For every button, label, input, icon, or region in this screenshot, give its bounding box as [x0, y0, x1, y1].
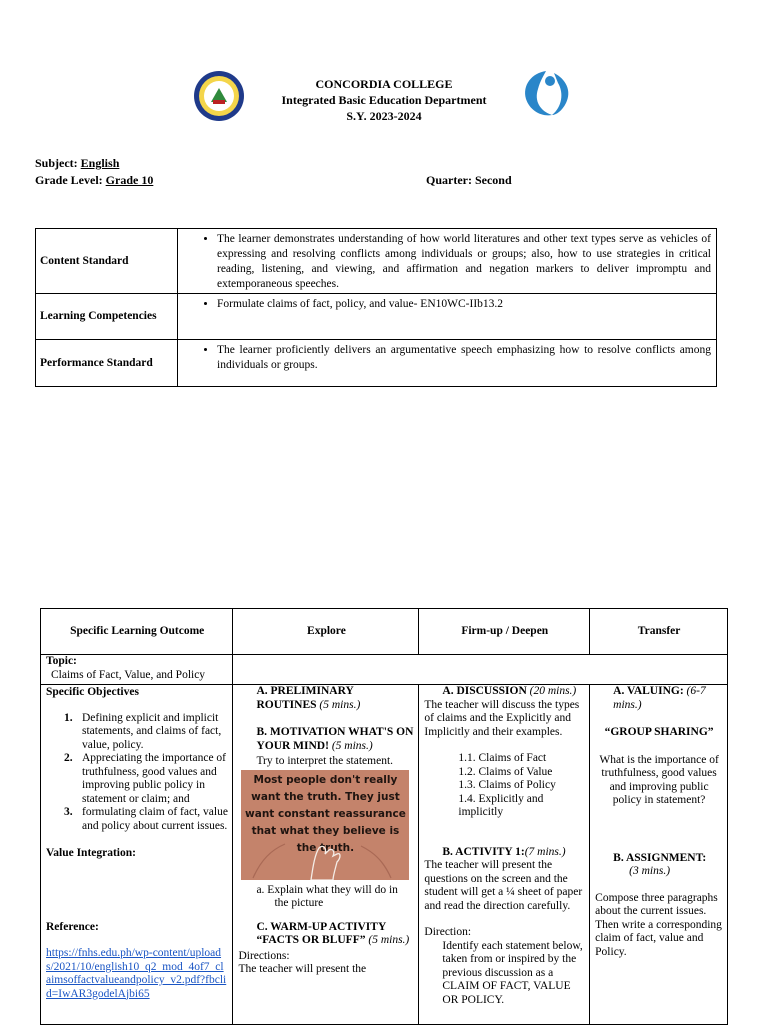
direction-text: Identify each statement below, taken from or inspired by the previous discussion as a CLAIM OF FACT, VALUE OR POLICY.: [442, 939, 583, 1006]
school-year: S.Y. 2023-2024: [346, 109, 422, 123]
subject-value: English: [80, 156, 120, 170]
topic-empty-cell: [233, 655, 728, 685]
discussion-item: 1.4. Explicitly and implicitly: [458, 792, 544, 818]
discussion-item: 1.2. Claims of Value: [458, 765, 553, 778]
column-header: Transfer: [590, 609, 728, 655]
content-row: [41, 685, 728, 1025]
topic-row: [41, 655, 728, 685]
quote-text: Most people don't really want the truth. They just want constant reassurance that what they believe is the truth.: [245, 773, 406, 854]
warm-up-activity: C. WARM-UP ACTIVITY “FACTS OR BLUFF” (5 mins.): [256, 920, 410, 946]
lesson-header-row: [41, 609, 728, 655]
quarter-line: Quarter: Second: [426, 173, 512, 187]
subject-line: [35, 156, 119, 171]
explore-cell: [233, 685, 419, 1025]
standards-row: [36, 294, 717, 340]
standards-table: [35, 228, 717, 387]
motivation: B. MOTIVATION WHAT'S ON YOUR MIND! (5 mins.): [256, 726, 414, 752]
activity-1: B. ACTIVITY 1:(7 mins.): [442, 845, 566, 858]
directions-text: The teacher will present the: [238, 963, 367, 975]
transfer-cell: [590, 685, 728, 1025]
objective-item: 2. Appreciating the importance of truthfulness, good values and improving public policy in statement or claim; and: [64, 752, 227, 805]
quote-picture: [241, 770, 409, 880]
explore-sub-a: a. Explain what they will do in the picture: [256, 883, 398, 909]
topic-text: Claims of Fact, Value, and Policy: [51, 668, 206, 681]
standard-text: • Formulate claims of fact, policy, and value- EN10WC-IIb13.2: [217, 297, 711, 312]
standards-row: [36, 229, 717, 294]
department-name: Integrated Basic Education Department: [281, 93, 487, 107]
assignment: B. ASSIGNMENT: (3 mins.): [613, 851, 707, 877]
objective-item: 1. Defining explicit and implicit statements, and claims of fact, value, policy.: [64, 711, 222, 751]
standard-label: Content Standard: [36, 229, 178, 294]
reference-label: Reference:: [46, 920, 99, 933]
lesson-plan-table: [40, 608, 728, 1025]
valuing: A. VALUING: (6-7 mins.): [613, 685, 706, 711]
subject-label: Subject:: [35, 156, 78, 170]
preliminary-routines: A. PRELIMINARY ROUTINES (5 mins.): [256, 685, 361, 711]
objectives-label: Specific Objectives: [46, 686, 139, 698]
standard-text: • The learner proficiently delivers an argumentative speech emphasizing how to resolve conflicts among individuals or groups.: [217, 343, 711, 373]
activity-text: The teacher will present the questions on the screen and the student will get a ¼ sheet of paper and read the direction carefully.: [424, 859, 583, 912]
standard-label: Performance Standard: [36, 340, 178, 387]
discussion-items: [458, 752, 585, 820]
document-header: [0, 76, 768, 124]
topic-label: Topic:: [46, 655, 77, 667]
standard-text-cell: [178, 229, 717, 294]
group-sharing-title: “GROUP SHARING”: [604, 726, 714, 738]
reference-link[interactable]: https://fnhs.edu.ph/wp-content/uploads/2021/10/english10_q2_mod_4of7_claimsoffactvalueandpolicy_v2.pdf?fbclid=IwAR3godelAjbi65: [46, 947, 227, 1000]
assignment-text: Compose three paragraphs about the current issues. Then write a corresponding claim of fact, value and Policy.: [595, 891, 722, 958]
column-header: Firm-up / Deepen: [419, 609, 590, 655]
outcome-cell: [41, 685, 233, 1025]
grade-value: Grade 10: [105, 173, 154, 187]
discussion-item: 1.1. Claims of Fact: [458, 752, 547, 764]
grade-line: [35, 173, 153, 188]
standard-text: • The learner demonstrates understanding of how world literatures and other text types serve as vehicles of expressing and resolving conflicts among individuals or groups; also, how to use strategies in critical reading, listening, and viewing, and affirmation and negation markers to deliver impromptu and extemporaneous speeches.: [217, 232, 711, 292]
standard-text-cell: [178, 340, 717, 387]
column-header: Specific Learning Outcome: [41, 609, 233, 655]
direction-label: Direction:: [424, 926, 472, 938]
topic-cell: [41, 655, 233, 685]
discussion-text: The teacher will discuss the types of claims and the Explicitly and Implicitly and their examples.: [424, 698, 580, 738]
objectives-list: [64, 712, 228, 834]
discussion-item: 1.3. Claims of Policy: [458, 779, 556, 791]
directions-label: Directions:: [238, 949, 290, 962]
firmup-cell: [419, 685, 590, 1025]
valuing-question: What is the importance of truthfulness, good values and improving public policy in statement?: [599, 753, 719, 806]
column-header: Explore: [233, 609, 419, 655]
discussion: A. DISCUSSION (20 mins.): [442, 685, 577, 697]
objective-item: 3. formulating claim of fact, value and policy about current issues.: [64, 806, 228, 832]
value-integration-label: Value Integration:: [46, 847, 136, 859]
grade-label: Grade Level:: [35, 173, 103, 187]
motivation-instruction: Try to interpret the statement.: [256, 755, 394, 767]
school-name: CONCORDIA COLLEGE: [315, 77, 453, 91]
standards-row: [36, 340, 717, 387]
hand-illustration: [241, 830, 409, 880]
standard-text-cell: [178, 294, 717, 340]
standard-label: Learning Competencies: [36, 294, 178, 340]
